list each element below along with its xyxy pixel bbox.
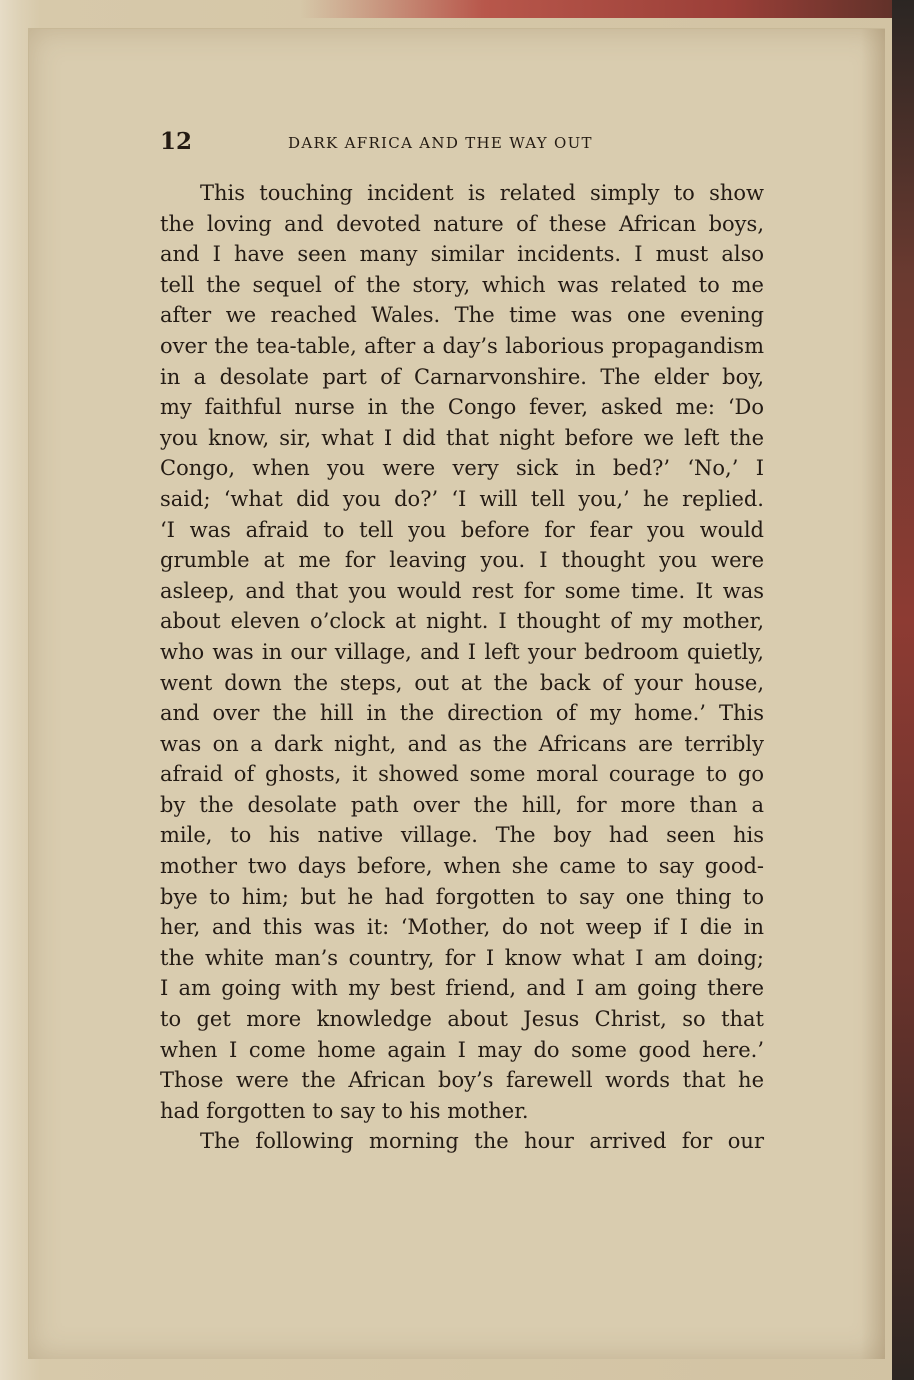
text-line: The following morning the hour arrived for our xyxy=(200,1129,764,1154)
text-line: to get more knowledge about Jesus Christ, so that xyxy=(160,1007,764,1032)
text-line: you know, sir, what I did that night before we left the xyxy=(160,425,764,450)
text-line: Those were the African boy’s farewell words that he xyxy=(160,1068,764,1093)
text-line: after we reached Wales. The time was one evening xyxy=(160,303,764,328)
text-line: who was in our village, and I left your bedroom quietly, xyxy=(160,639,764,664)
text-line: when I come home again I may do some good here.’ xyxy=(160,1037,764,1062)
page-header xyxy=(160,128,660,160)
text-line: was on a dark night, and as the Africans are terribly xyxy=(160,731,764,756)
text-line: Congo, when you were very sick in bed?’ ‘No,’ I xyxy=(160,456,764,481)
text-line: This touching incident is related simply to show xyxy=(200,181,764,205)
text-line: the white man’s country, for I know what I am doing; xyxy=(160,945,764,970)
paragraph-1 xyxy=(160,178,764,1126)
body-text xyxy=(160,178,764,1157)
binding-right-edge xyxy=(892,0,914,1380)
text-line: and I have seen many similar incidents. I must also xyxy=(160,242,764,267)
text-line: my faithful nurse in the Congo fever, asked me: ‘Do xyxy=(160,395,764,420)
text-line: in a desolate part of Carnarvonshire. The elder boy, xyxy=(160,364,764,389)
text-line: asleep, and that you would rest for some time. It was xyxy=(160,578,764,603)
text-line: I am going with my best friend, and I am going there xyxy=(160,976,764,1001)
text-line: had forgotten to say to his mother. xyxy=(160,1098,529,1123)
text-line: mile, to his native village. The boy had seen his xyxy=(160,823,764,848)
text-line: the loving and devoted nature of these African boys, xyxy=(160,211,764,236)
text-line: ‘I was afraid to tell you before for fear you would xyxy=(160,517,764,542)
text-line: afraid of ghosts, it showed some moral courage to go xyxy=(160,762,764,787)
text-line: went down the steps, out at the back of your house, xyxy=(160,670,764,695)
page-edge-shadow xyxy=(861,29,885,1359)
binding-top-edge xyxy=(300,0,914,18)
running-title: DARK AFRICA AND THE WAY OUT xyxy=(288,134,593,152)
text-line: and over the hill in the direction of my home.’ This xyxy=(160,701,764,726)
text-line: grumble at me for leaving you. I thought you were xyxy=(160,548,764,573)
text-line: over the tea-table, after a day’s laborious propagandism xyxy=(160,333,764,358)
text-line: about eleven o’clock at night. I thought of my mother, xyxy=(160,609,764,634)
text-line: bye to him; but he had forgotten to say one thing to xyxy=(160,884,764,909)
text-line: tell the sequel of the story, which was related to me xyxy=(160,272,764,297)
text-line: by the desolate path over the hill, for more than a xyxy=(160,792,764,817)
paragraph-2 xyxy=(160,1126,764,1157)
text-line: mother two days before, when she came to say good- xyxy=(160,854,764,879)
page-number: 12 xyxy=(160,128,193,155)
text-line: said; ‘what did you do?’ ‘I will tell you,’ he replied. xyxy=(160,486,764,511)
text-line: her, and this was it: ‘Mother, do not weep if I die in xyxy=(160,915,764,940)
